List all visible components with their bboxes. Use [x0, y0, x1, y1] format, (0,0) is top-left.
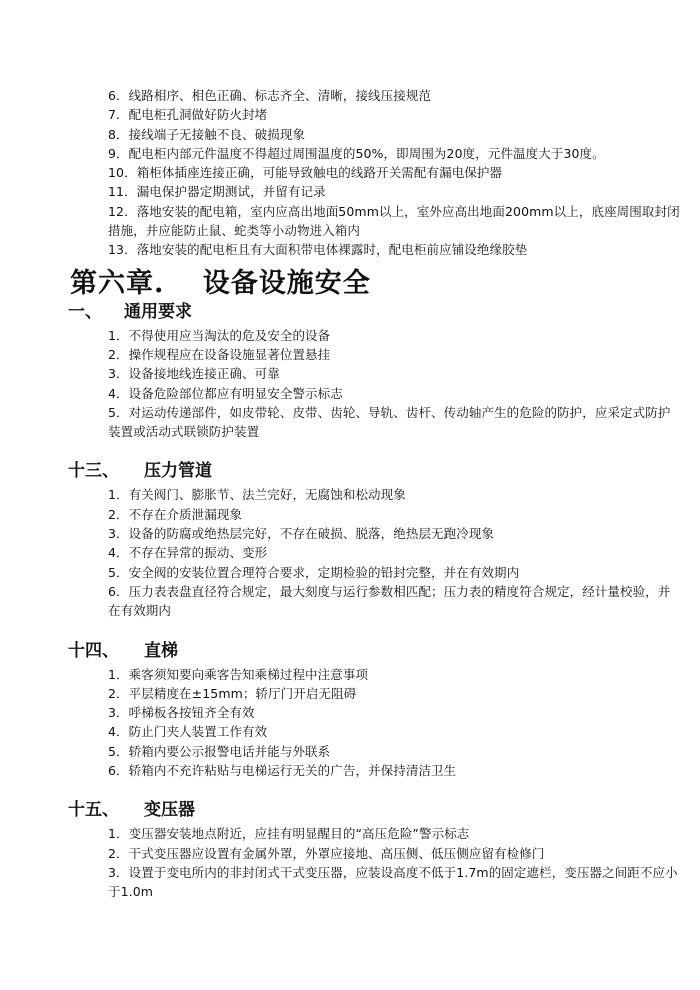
section-number: 一、: [68, 301, 102, 322]
section-spacer: [0, 441, 700, 459]
section-spacer: [0, 780, 700, 798]
section-item-list: [68, 665, 700, 781]
section-pressure-pipe: [68, 459, 700, 620]
list-item: 5．安全阀的安装位置合理符合要求，定期检验的铅封完整，并在有效期内: [108, 564, 520, 580]
section-number: 十五、: [68, 800, 119, 821]
list-item: 5．轿箱内要公示报警电话并能与外联系: [108, 743, 331, 759]
list-item: 1．有关阀门、膨胀节、法兰完好，无腐蚀和松动现象: [108, 487, 406, 503]
list-item: 2．干式变压器应设置有金属外罩，外罩应接地、高压侧、低压侧应留有检修门: [108, 845, 545, 861]
section-heading: [68, 639, 700, 663]
list-item: 4．设备危险部位都应有明显安全警示标志: [108, 385, 343, 401]
section-title: 变压器: [144, 800, 195, 821]
section-title: 直梯: [144, 640, 178, 661]
list-item: 3．设置于变电所内的非封闭式干式变压器，应装设高度不低于1.7m的固定遮栏，变压器之间距不应小于1.0m: [108, 864, 678, 900]
list-item: 6．压力表表盘直径符合规定，最大刻度与运行参数相匹配；压力表的精度符合规定，经计量校验，并在有效期内: [108, 583, 671, 619]
list-item: 3．设备的防腐或绝热层完好，不存在破损、脱落，绝热层无跑冷现象: [108, 526, 495, 542]
section-spacer: [0, 621, 700, 639]
list-item: 2．操作规程应在设备设施显著位置悬挂: [108, 346, 331, 362]
list-item: 11．漏电保护器定期测试，并留有记录: [108, 184, 326, 200]
top-item-list: [0, 0, 700, 260]
section-heading: [68, 459, 700, 483]
list-item: 1．乘客须知要向乘客告知乘梯过程中注意事项: [108, 666, 369, 682]
list-item: 5．对运动传递部件，如皮带轮、皮带、齿轮、导轨、齿杆、传动轴产生的危险的防护，应采定式防护装置或活动式联锁防护装置: [108, 404, 671, 440]
list-item: 3．设备接地线连接正确、可靠: [108, 366, 280, 382]
section-transformer: [68, 798, 700, 901]
section-item-list: [68, 326, 700, 442]
section-elevator: [68, 639, 700, 781]
section-heading: [68, 798, 700, 822]
list-item: 8．接线端子无接触不良、破损现象: [108, 126, 306, 142]
list-item: 3．呼梯板各按钮齐全有效: [108, 705, 255, 721]
section-heading: [68, 300, 700, 324]
list-item: 1．不得使用应当淘汰的危及安全的设备: [108, 327, 331, 343]
section-item-list: [68, 485, 700, 620]
list-item: 4．不存在异常的振动、变形: [108, 545, 268, 561]
list-item: 12．落地安装的配电箱，室内应高出地面50mm以上，室外应高出地面200mm以上，底座周围取封闭措施，并应能防止鼠、蛇类等小动物进入箱内: [108, 203, 680, 239]
list-item: 13．落地安装的配电柜且有大面积带电体裸露时，配电柜前应铺设绝缘胶垫: [108, 242, 528, 258]
section-number: 十三、: [68, 461, 119, 482]
list-item: 9．配电柜内部元件温度不得超过周围温度的50%，即周围为20度，元件温度大于30度。: [108, 145, 605, 161]
list-item: 7．配电柜孔洞做好防火封堵: [108, 107, 268, 123]
list-item: 2．不存在介质泄漏现象: [108, 506, 243, 522]
section-title: 通用要求: [124, 301, 192, 322]
list-item: 1．变压器安装地点附近，应挂有明显醒目的“高压危险”警示标志: [108, 826, 470, 842]
list-item: 10．箱柜体插座连接正确，可能导致触电的线路开关需配有漏电保护器: [108, 165, 503, 181]
list-item: 2．平层精度在±15mm；轿厅门开启无阻碍: [108, 685, 357, 701]
list-item: 4．防止门夹人装置工作有效: [108, 724, 268, 740]
section-number: 十四、: [68, 640, 119, 661]
section-general: [68, 300, 700, 442]
section-title: 压力管道: [144, 461, 212, 482]
section-item-list: [68, 824, 700, 901]
list-item: 6．线路相序、相色正确、标志齐全、清晰，接线压接规范: [108, 88, 432, 103]
chapter-title: 第六章. 设备设施安全: [70, 267, 371, 299]
list-item: 6．轿箱内不充许粘贴与电梯运行无关的广告，并保持清洁卫生: [108, 763, 457, 779]
